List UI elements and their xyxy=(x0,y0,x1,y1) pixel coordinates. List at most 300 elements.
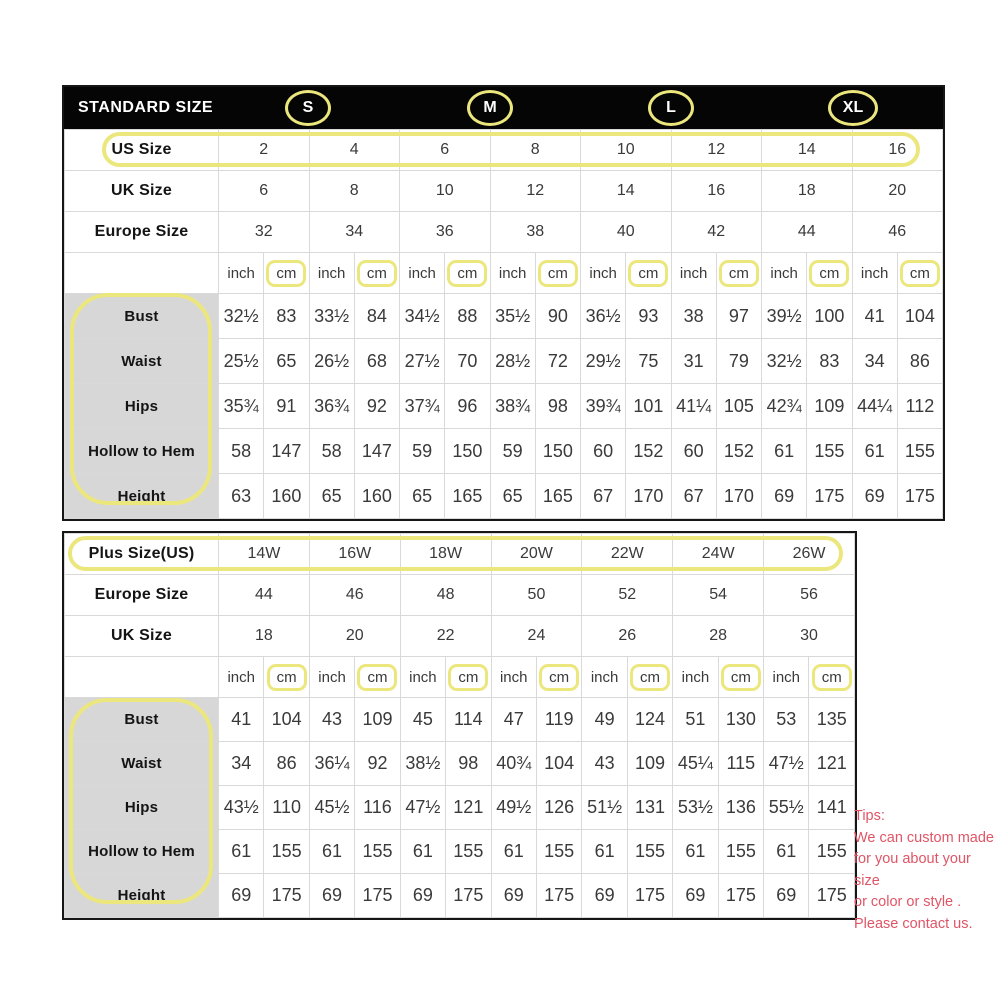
table-cell xyxy=(264,253,309,294)
table-cell xyxy=(400,874,445,918)
table-cell xyxy=(716,384,761,429)
cell-value: 92 xyxy=(366,395,387,416)
cell-value: 41 xyxy=(231,709,252,729)
size-group-label: S xyxy=(302,99,314,116)
table-cell xyxy=(446,698,491,742)
row-label: Height xyxy=(65,874,219,918)
cell-value: 93 xyxy=(638,305,659,326)
cell-value: 155 xyxy=(453,841,484,861)
cell-value: cm xyxy=(448,664,488,691)
cell-value: 43 xyxy=(594,753,615,773)
row-label: Waist xyxy=(65,339,219,384)
cell-value: 65 xyxy=(412,485,433,506)
table-row-europe-size xyxy=(65,575,855,616)
cell-value: 35¾ xyxy=(223,395,259,416)
table-cell xyxy=(809,830,855,874)
table-cell xyxy=(673,874,718,918)
cell-value: 67 xyxy=(593,485,614,506)
table-cell xyxy=(627,742,672,786)
row-label: Europe Size xyxy=(65,575,219,616)
table-cell xyxy=(446,830,491,874)
cell-value: 175 xyxy=(453,885,484,905)
cell-value: 41 xyxy=(864,305,885,326)
table-cell xyxy=(491,575,582,616)
table-cell xyxy=(354,294,399,339)
table-cell xyxy=(219,294,264,339)
cell-value: 112 xyxy=(905,395,935,416)
table-cell xyxy=(264,786,309,830)
cell-value: 170 xyxy=(633,485,664,506)
cell-value: 68 xyxy=(366,350,387,371)
cell-value: 31 xyxy=(683,350,704,371)
cell-value: 69 xyxy=(594,885,615,905)
table-cell xyxy=(490,212,581,253)
cell-value: 105 xyxy=(723,395,754,416)
cell-value: 38¾ xyxy=(495,395,531,416)
table-cell xyxy=(355,742,400,786)
table-cell xyxy=(445,339,490,384)
size-group-badge-l xyxy=(648,90,694,126)
standard-size-table xyxy=(62,85,945,521)
table-cell xyxy=(219,474,264,519)
cell-value: 50 xyxy=(527,586,546,603)
table-cell xyxy=(354,474,399,519)
table-cell xyxy=(762,474,807,519)
table-cell xyxy=(446,742,491,786)
table-cell xyxy=(219,874,264,918)
cell-value: 2 xyxy=(259,141,269,158)
table-cell xyxy=(626,339,671,384)
tips-line: or color or style . xyxy=(854,894,962,910)
cell-value: cm xyxy=(628,260,668,287)
table-cell xyxy=(400,657,445,698)
table-cell xyxy=(309,130,400,171)
table-cell xyxy=(716,339,761,384)
table-cell xyxy=(400,575,491,616)
table-cell xyxy=(627,657,672,698)
cell-value: 155 xyxy=(634,841,666,861)
cell-value: 104 xyxy=(904,305,935,326)
cell-value: 36¾ xyxy=(314,395,350,416)
table-cell xyxy=(581,130,672,171)
table-row-bust xyxy=(65,294,943,339)
cell-value: 136 xyxy=(725,797,756,817)
table-cell xyxy=(673,534,764,575)
table-cell xyxy=(852,429,897,474)
cell-value: 69 xyxy=(231,885,252,905)
cell-value: 20 xyxy=(345,627,364,644)
table-cell xyxy=(355,786,400,830)
cell-value: cm xyxy=(266,260,306,287)
cell-value: 98 xyxy=(458,753,479,773)
table-cell xyxy=(718,874,763,918)
table-cell xyxy=(491,874,536,918)
cell-value: 33½ xyxy=(314,305,350,326)
cell-value: 47½ xyxy=(768,753,804,773)
cell-value: 83 xyxy=(819,350,840,371)
table-cell xyxy=(762,212,853,253)
cell-value: 34 xyxy=(345,223,364,240)
cell-value: 75 xyxy=(638,350,659,371)
table-cell xyxy=(309,575,400,616)
cell-value: 90 xyxy=(547,305,568,326)
row-label: Waist xyxy=(65,742,219,786)
cell-value: 48 xyxy=(436,586,455,603)
size-group-label: M xyxy=(483,99,497,116)
table-cell xyxy=(716,253,761,294)
cell-value: 40 xyxy=(616,223,635,240)
cell-value: inch xyxy=(590,668,619,686)
cell-value: 135 xyxy=(816,709,847,729)
table-cell xyxy=(582,742,627,786)
cell-value: 61 xyxy=(231,841,252,861)
cell-value: 12 xyxy=(526,182,545,199)
table-cell xyxy=(309,171,400,212)
table-cell xyxy=(400,534,491,575)
table-row-units xyxy=(65,657,855,698)
table-row-plus-size-us xyxy=(65,534,855,575)
table-cell xyxy=(582,657,627,698)
cell-value: 61 xyxy=(776,841,797,861)
table-cell xyxy=(852,339,897,384)
table-cell xyxy=(309,830,354,874)
table-cell xyxy=(535,429,580,474)
table-cell xyxy=(355,830,400,874)
cell-value: 97 xyxy=(728,305,749,326)
cell-value: 60 xyxy=(683,440,704,461)
size-group-badge-xl xyxy=(828,90,878,126)
table-cell xyxy=(852,253,897,294)
cell-value: 175 xyxy=(814,485,845,506)
cell-value: 10 xyxy=(616,141,635,158)
cell-value: 42 xyxy=(707,223,726,240)
table-cell xyxy=(762,384,807,429)
size-group-label: L xyxy=(666,99,676,116)
cell-value: inch xyxy=(679,264,708,282)
cell-value: 69 xyxy=(685,885,706,905)
cell-value: 35½ xyxy=(495,305,531,326)
table-cell xyxy=(718,657,763,698)
table-cell xyxy=(718,830,763,874)
cell-value: 88 xyxy=(457,305,478,326)
table-cell xyxy=(809,874,855,918)
cell-value: 38 xyxy=(526,223,545,240)
cell-value: cm xyxy=(812,664,852,691)
table-cell xyxy=(673,742,718,786)
table-cell xyxy=(807,474,852,519)
row-label: Hollow to Hem xyxy=(65,429,219,474)
table-cell xyxy=(309,786,354,830)
table-cell xyxy=(671,384,716,429)
table-cell xyxy=(897,384,942,429)
table-row-hips xyxy=(65,384,943,429)
cell-value: 104 xyxy=(544,753,575,773)
cell-value: 152 xyxy=(633,440,664,461)
cell-value: 104 xyxy=(271,709,302,729)
cell-value: 91 xyxy=(276,395,297,416)
cell-value: inch xyxy=(589,264,617,282)
table-cell xyxy=(764,616,855,657)
table-cell xyxy=(264,294,309,339)
table-cell xyxy=(809,786,855,830)
cell-value: 61 xyxy=(322,841,343,861)
table-cell xyxy=(490,384,535,429)
table-cell xyxy=(535,339,580,384)
table-cell xyxy=(445,384,490,429)
table-cell xyxy=(852,294,897,339)
table-cell xyxy=(219,212,310,253)
cell-value: 69 xyxy=(503,885,524,905)
cell-value: 69 xyxy=(864,485,885,506)
cell-value: 41¼ xyxy=(676,395,712,416)
cell-value: 49 xyxy=(594,709,615,729)
table-cell xyxy=(764,874,809,918)
table-cell xyxy=(807,384,852,429)
table-cell xyxy=(673,657,718,698)
cell-value: 61 xyxy=(594,841,615,861)
table-cell xyxy=(400,429,445,474)
row-label: Europe Size xyxy=(65,212,219,253)
table-cell xyxy=(264,657,309,698)
cell-value: 63 xyxy=(231,485,252,506)
tips-line: for you about your size xyxy=(854,851,971,889)
table-cell xyxy=(309,534,400,575)
cell-value: 22W xyxy=(610,545,644,562)
cell-value: 46 xyxy=(345,586,364,603)
table-cell xyxy=(671,474,716,519)
table-header-bar xyxy=(64,87,943,129)
table-cell xyxy=(627,874,672,918)
cell-value: 45 xyxy=(412,709,433,729)
row-label: UK Size xyxy=(65,171,219,212)
tips-title: Tips: xyxy=(854,808,885,824)
cell-value: 37¾ xyxy=(404,395,440,416)
row-label: Bust xyxy=(65,294,219,339)
table-cell xyxy=(354,384,399,429)
empty-cell xyxy=(65,253,219,294)
cell-value: 43 xyxy=(322,709,343,729)
table-cell xyxy=(490,429,535,474)
cell-value: 27½ xyxy=(404,350,440,371)
cell-value: 40¾ xyxy=(496,753,532,773)
table-cell xyxy=(309,212,400,253)
table-cell xyxy=(535,294,580,339)
tips-note xyxy=(854,806,999,935)
table-cell xyxy=(536,657,581,698)
cell-value: 24 xyxy=(527,627,546,644)
cell-value: 61 xyxy=(412,841,433,861)
table-cell xyxy=(718,698,763,742)
cell-value: 147 xyxy=(271,440,302,461)
cell-value: 12 xyxy=(707,141,726,158)
table-cell xyxy=(581,294,626,339)
cell-value: 92 xyxy=(367,753,388,773)
cell-value: 121 xyxy=(453,797,484,817)
cell-value: 46 xyxy=(888,223,907,240)
table-cell xyxy=(762,130,853,171)
table-cell xyxy=(671,171,762,212)
cell-value: 8 xyxy=(530,141,540,158)
table-cell xyxy=(536,830,581,874)
table-cell xyxy=(490,474,535,519)
cell-value: 115 xyxy=(726,753,756,773)
table-cell xyxy=(764,575,855,616)
cell-value: 124 xyxy=(634,709,666,729)
cell-value: cm xyxy=(900,260,940,287)
cell-value: 14W xyxy=(247,545,281,562)
table-cell xyxy=(264,698,309,742)
cell-value: 18 xyxy=(255,627,273,644)
cell-value: 61 xyxy=(864,440,885,461)
cell-value: 155 xyxy=(362,841,393,861)
table-cell xyxy=(535,384,580,429)
table-cell xyxy=(627,830,672,874)
cell-value: inch xyxy=(409,668,437,686)
cell-value: cm xyxy=(357,260,397,287)
cell-value: 38½ xyxy=(405,753,441,773)
cell-value: 32½ xyxy=(766,350,802,371)
cell-value: 175 xyxy=(904,485,935,506)
table-cell xyxy=(400,384,445,429)
table-cell xyxy=(309,339,354,384)
table-cell xyxy=(446,874,491,918)
table-cell xyxy=(309,294,354,339)
cell-value: 160 xyxy=(271,485,302,506)
table-cell xyxy=(627,698,672,742)
table-cell xyxy=(582,830,627,874)
table-cell xyxy=(852,384,897,429)
cell-value: 34 xyxy=(864,350,885,371)
table-row-hips xyxy=(65,786,855,830)
cell-value: 65 xyxy=(321,485,342,506)
table-cell xyxy=(581,253,626,294)
table-cell xyxy=(219,429,264,474)
cell-value: 150 xyxy=(452,440,483,461)
table-cell xyxy=(491,742,536,786)
table-cell xyxy=(400,253,445,294)
table-cell xyxy=(897,339,942,384)
cell-value: 175 xyxy=(816,885,847,905)
table-cell xyxy=(582,534,673,575)
table-cell xyxy=(671,294,716,339)
cell-value: 58 xyxy=(321,440,342,461)
cell-value: 119 xyxy=(544,709,574,729)
table-cell xyxy=(762,429,807,474)
cell-value: 14 xyxy=(797,141,816,158)
cell-value: 32 xyxy=(254,223,273,240)
table-cell xyxy=(355,698,400,742)
table-cell xyxy=(807,294,852,339)
table-cell xyxy=(445,474,490,519)
table-cell xyxy=(309,616,400,657)
table-cell xyxy=(536,874,581,918)
cell-value: inch xyxy=(681,668,710,686)
cell-value: 10 xyxy=(435,182,454,199)
table-cell xyxy=(400,830,445,874)
cell-value: 4 xyxy=(349,141,359,158)
cell-value: 70 xyxy=(457,350,478,371)
cell-value: 86 xyxy=(276,753,297,773)
table-cell xyxy=(309,429,354,474)
table-cell xyxy=(309,742,354,786)
cell-value: 53 xyxy=(776,709,797,729)
cell-value: cm xyxy=(539,664,579,691)
table-cell xyxy=(671,253,716,294)
cell-value: 116 xyxy=(363,797,392,817)
cell-value: 165 xyxy=(452,485,483,506)
table-cell xyxy=(309,657,354,698)
cell-value: 45¼ xyxy=(677,753,713,773)
table-cell xyxy=(807,429,852,474)
table-cell xyxy=(809,657,855,698)
row-label: Hips xyxy=(65,384,219,429)
cell-value: 121 xyxy=(816,753,847,773)
table-cell xyxy=(671,130,762,171)
table-cell xyxy=(490,253,535,294)
table-cell xyxy=(400,698,445,742)
table-cell xyxy=(446,657,491,698)
cell-value: cm xyxy=(721,664,761,691)
cell-value: inch xyxy=(227,264,255,282)
table-row-us-size xyxy=(65,130,943,171)
cell-value: 44¼ xyxy=(857,395,893,416)
table-cell xyxy=(582,616,673,657)
table-cell xyxy=(671,339,716,384)
table-cell xyxy=(219,698,264,742)
cell-value: 54 xyxy=(709,586,728,603)
table-cell xyxy=(491,786,536,830)
cell-value: cm xyxy=(267,664,307,691)
row-label: Height xyxy=(65,474,219,519)
table-cell xyxy=(716,294,761,339)
cell-value: 16 xyxy=(707,182,726,199)
cell-value: 175 xyxy=(271,885,302,905)
cell-value: 69 xyxy=(776,885,797,905)
table-cell xyxy=(626,384,671,429)
cell-value: 39¾ xyxy=(585,395,621,416)
table-cell xyxy=(445,294,490,339)
table-cell xyxy=(400,742,445,786)
cell-value: 175 xyxy=(544,885,575,905)
cell-value: 155 xyxy=(904,440,935,461)
table-cell xyxy=(445,253,490,294)
cell-value: 114 xyxy=(453,709,483,729)
cell-value: 56 xyxy=(800,586,818,603)
table-cell xyxy=(809,698,855,742)
row-label: Plus Size(US) xyxy=(65,534,219,575)
table-cell xyxy=(264,742,309,786)
table-cell xyxy=(219,657,264,698)
cell-value: cm xyxy=(809,260,849,287)
table-cell xyxy=(219,130,310,171)
cell-value: 24W xyxy=(701,545,735,562)
plus-size-grid xyxy=(64,533,855,918)
cell-value: 79 xyxy=(728,350,749,371)
table-cell xyxy=(491,830,536,874)
size-group-badge-m xyxy=(467,90,513,126)
table-cell xyxy=(400,212,491,253)
cell-value: cm xyxy=(719,260,759,287)
cell-value: 69 xyxy=(412,885,433,905)
table-row-uk-size xyxy=(65,171,943,212)
table-cell xyxy=(219,830,264,874)
empty-cell xyxy=(65,657,219,698)
cell-value: 36 xyxy=(435,223,454,240)
table-row-bust xyxy=(65,698,855,742)
cell-value: 141 xyxy=(816,797,847,817)
table-cell xyxy=(581,212,672,253)
cell-value: 26W xyxy=(792,545,826,562)
